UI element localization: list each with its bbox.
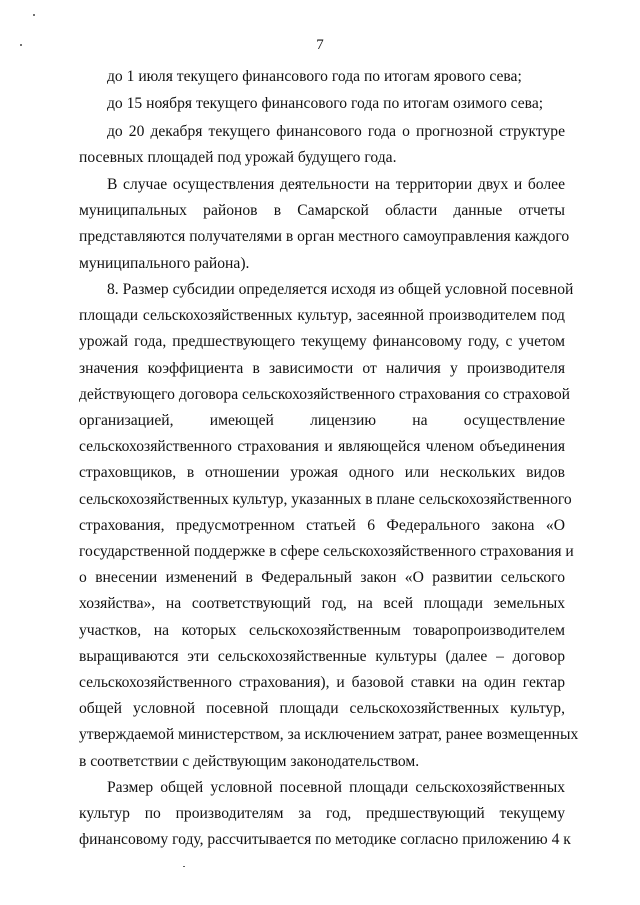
paragraph-forecast-structure <box>79 119 565 171</box>
scan-speck <box>183 866 185 867</box>
text-line: участков, на которых сельскохозяйственным товаропроизводителем <box>79 621 565 639</box>
paragraph-multiple-districts <box>79 172 570 277</box>
text-line: общей условной посевной площади сельскохозяйственных культур, <box>79 700 565 718</box>
text-line: утверждаемой министерством, за исключением затрат, ранее возмещенных <box>79 726 579 744</box>
text-line: 8. Размер субсидии определяется исходя из общей условной посевной <box>107 281 574 298</box>
paragraph-conditional-area <box>79 775 571 854</box>
text-line: муниципального района). <box>79 254 250 272</box>
text-line: организацией, имеющей лицензию на осуществление <box>79 412 565 430</box>
text-line: Размер общей условной посевной площади сельскохозяйственных <box>107 779 565 796</box>
text-line: посевных площадей под урожай будущего года. <box>79 149 397 167</box>
text-line: действующего договора сельскохозяйственного страхования со страховой <box>79 385 571 403</box>
text-line: до 15 ноября текущего финансового года по итогам озимого сева; <box>107 95 544 112</box>
paragraph-subsidy-size <box>79 277 579 775</box>
text-line: страховщиков, в отношении урожая одного или нескольких видов <box>79 464 565 482</box>
text-line: В случае осуществления деятельности на территории двух и более <box>107 176 565 193</box>
text-line: страхования, предусмотренном статьей 6 Федерального закона «О <box>79 516 565 534</box>
text-line: до 1 июля текущего финансового года по итогам ярового сева; <box>107 68 522 85</box>
text-line: урожай года, предшествующего текущему финансовому году, с учетом <box>79 333 565 351</box>
text-line: хозяйства», на соответствующий год, на всей площади земельных <box>79 595 565 613</box>
paragraph-sowing-spring <box>79 64 565 90</box>
scan-speck <box>33 14 35 16</box>
paragraph-sowing-winter <box>79 91 565 117</box>
text-line: в соответствии с действующим законодательством. <box>79 752 420 770</box>
text-line: о внесении изменений в Федеральный закон «О развитии сельского <box>79 569 565 587</box>
text-line: сельскохозяйственных культур, указанных в плане сельскохозяйственного <box>79 490 572 508</box>
text-line: значения коэффициента в зависимости от наличия у производителя <box>79 359 565 377</box>
text-line: финансовому году, рассчитывается по методике согласно приложению 4 к <box>79 831 571 849</box>
text-line: выращиваются эти сельскохозяйственные культуры (далее – договор <box>79 647 565 665</box>
text-line: государственной поддержке в сфере сельскохозяйственного страхования и <box>79 543 574 561</box>
text-line: сельскохозяйственного страхования и являющейся членом объединения <box>79 438 565 456</box>
text-line: до 20 декабря текущего финансового года о прогнозной структуре <box>107 123 565 140</box>
page-number: 7 <box>316 37 324 53</box>
text-line: муниципальных районов в Самарской области данные отчеты <box>79 202 565 220</box>
text-line: представляются получателями в орган местного самоуправления каждого <box>79 228 570 246</box>
text-line: сельскохозяйственного страхования), и базовой ставки на один гектар <box>79 674 565 692</box>
text-line: культур по производителям за год, предшествующий текущему <box>79 805 565 823</box>
text-line: площади сельскохозяйственных культур, засеянной производителем под <box>79 307 565 325</box>
